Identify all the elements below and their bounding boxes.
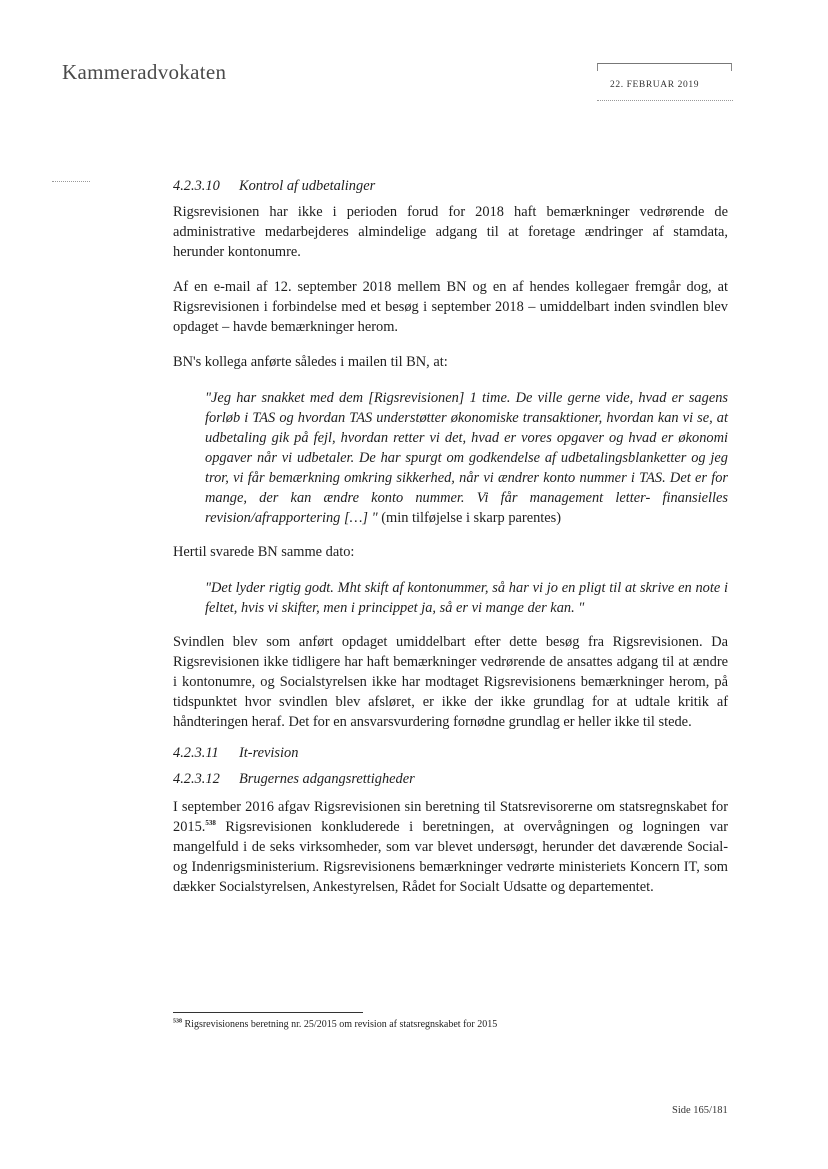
document-date: 22. FEBRUAR 2019 [610,80,700,90]
section-heading [173,743,728,763]
paragraph-text: I september 2016 afgav Rigsrevisionen sin beretning til Statsrevisorerne om statsregnskabet for 2015. [173,799,728,835]
footnote-text: Rigsrevisionens beretning nr. 25/2015 om revision af statsregnskabet for 2015 [182,1019,498,1030]
section-number: 4.2.3.12 [173,771,220,787]
footnote [173,1019,497,1030]
section-title: It-revision [239,745,299,761]
paragraph: Rigsrevisionen har ikke i perioden forud for 2018 haft bemærkninger vedrørende de administrative medarbejderes almindelige adgang til at foretage ændringer af stamdata, herunder kontonumre. [173,204,728,260]
section-heading [173,769,728,789]
section-number: 4.2.3.11 [173,745,219,761]
document-body [173,176,728,912]
paragraph: BN's kollega anførte således i mailen til BN, at: [173,354,448,370]
margin-mark [52,181,90,182]
date-box [597,63,732,71]
date-rule [597,100,733,101]
quote-block [205,578,728,618]
quote-text: "Det lyder rigtig godt. Mht skift af kontonummer, så har vi jo en pligt til at skrive en note i feltet, hvis vi skifter, men i princippet ja, så er vi mange der kan. " [205,580,728,616]
footnote-ref[interactable]: 538 [205,819,216,828]
paragraph: Hertil svarede BN samme dato: [173,544,355,560]
page-number: Side 165/181 [672,1105,728,1116]
paragraph: Svindlen blev som anført opdaget umiddelbart efter dette besøg fra Rigsrevisionen. Da Rigsrevisionen ikke tidligere har haft bemærkninger vedrørende de ansattes adgang til at ændre i kontonumre, og Socialstyrelsen ikke har modtaget Rigsrevisionens bemærkninger herom, på tidspunktet hvor svindlen blev afsløret, er ikke der ikke grundlag for at udtale kritik af håndteringen heraf. Det for en ansvarsvurdering fornødne grundlag er heller ikke til stede. [173,634,728,730]
quote-note: (min tilføjelse i skarp parentes) [377,510,562,526]
section-heading [173,176,728,196]
footnote-number: 538 [173,1018,182,1025]
quote-text: "Jeg har snakket med dem [Rigsrevisionen] 1 time. De ville gerne vide, hvad er sagens forløb i TAS og hvordan TAS understøtter økonomiske transaktioner, hvordan kan vi se, at udbetaling gik på fejl, hvordan retter vi det, hvad er vores opgaver og hvad er økonomi opgaver når vi udbetaler. De har spurgt om godkendelse af udbetalingsblanketter og jeg tror, vi får bemærkning omkring sikkerhed, når vi ændrer konto nummer i TAS. Det er for mange, der kan ændre konto nummer. Vi får management letter- finansielles revision/afrapportering […] " [205,390,728,526]
brand-logo: Kammeradvokaten [62,60,227,84]
quote-block [205,388,728,528]
paragraph [173,797,728,897]
paragraph: Af en e-mail af 12. september 2018 mellem BN og en af hendes kollegaer fremgår dog, at Rigsrevisionen i forbindelse med et besøg i september 2018 – umiddelbart inden svindlen blev opdaget – havde bemærkninger herom. [173,279,728,335]
paragraph-text: Rigsrevisionen konkluderede i beretningen, at overvågningen og logningen var mangelfuld i de seks virksomheder, som var blevet undersøgt, herunder det daværende Social- og Indenrigsministerium. Rigsrevisionens bemærkninger vedrørte ministeriets Koncern IT, som dækker Socialstyrelsen, Ankestyrelsen, Rådet for Socialt Udsatte og departementet. [173,819,728,895]
section-number: 4.2.3.10 [173,178,220,194]
footnote-rule [173,1012,363,1013]
section-title: Brugernes adgangsrettigheder [239,771,415,787]
section-title: Kontrol af udbetalinger [239,178,376,194]
